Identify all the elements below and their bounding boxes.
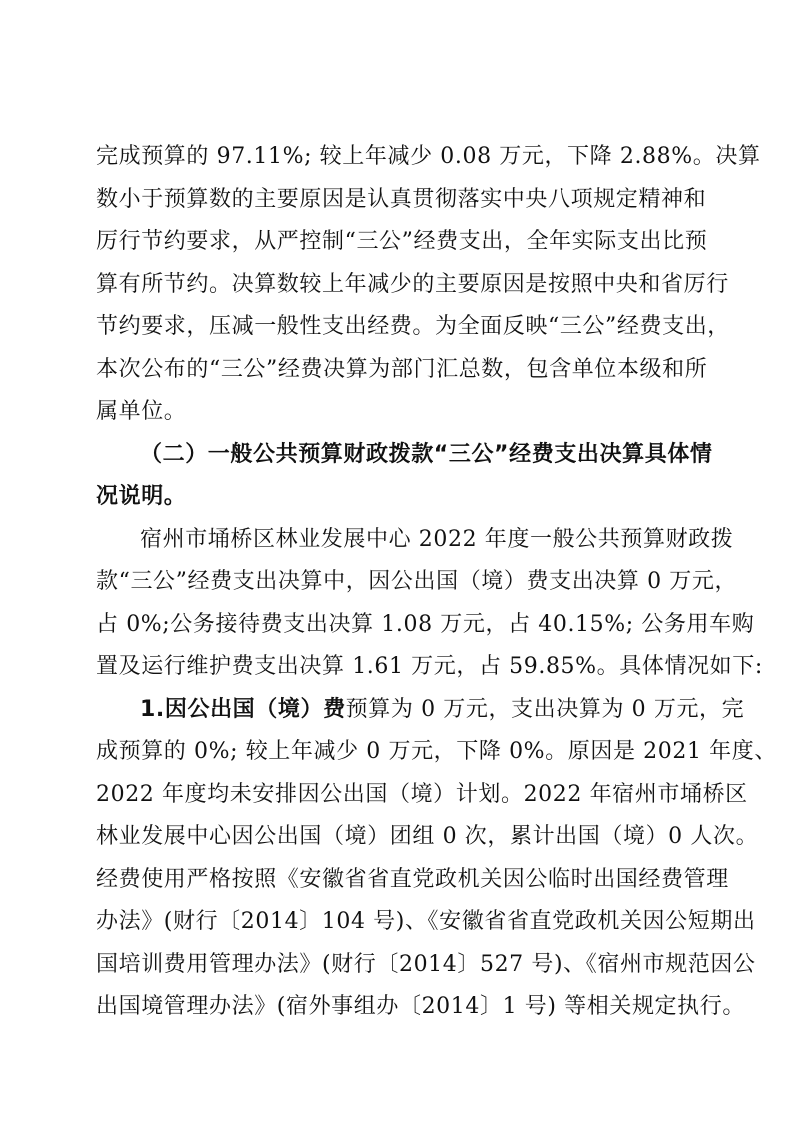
paragraph-3-line-6: 办法》(财行〔2014〕104 号)、《安徽省省直党政机关因公短期出 [96,909,756,934]
paragraph-3-line-1 [140,695,745,725]
paragraph-1-line-2: 数小于预算数的主要原因是认真贯彻落实中央八项规定精神和 [96,187,707,212]
paragraph-3-line-4: 林业发展中心因公出国（境）团组 0 次，累计出国（境）0 人次。 [96,824,759,849]
section-heading-line-1: （二）一般公共预算财政拨款“三公”经费支出决算具体情 [140,442,713,467]
paragraph-2-line-2: 款“三公”经费支出决算中，因公出国（境）费支出决算 0 万元， [96,569,738,594]
paragraph-1-line-6: 本次公布的“三公”经费决算为部门汇总数，包含单位本级和所 [96,357,708,382]
item-1-title: 1.因公出国（境）费 [140,697,346,722]
paragraph-1-line-1: 完成预算的 97.11%; 较上年减少 0.08 万元，下降 2.88%。决算 [96,144,761,169]
paragraph-3-line-5: 经费使用严格按照《安徽省省直党政机关因公临时出国经费管理 [96,867,729,892]
item-1-lead-text: 预算为 0 万元，支出决算为 0 万元，完 [345,697,745,722]
paragraph-1-line-3: 厉行节约要求，从严控制“三公”经费支出，全年实际支出比预 [96,229,708,254]
paragraph-1-line-4: 算有所节约。决算数较上年减少的主要原因是按照中央和省厉行 [96,272,729,297]
paragraph-2-line-1: 宿州市埇桥区林业发展中心 2022 年度一般公共预算财政拨 [140,527,734,552]
paragraph-1-line-7: 属单位。 [96,399,187,424]
section-heading-line-2: 况说明。 [96,484,187,509]
paragraph-3-line-8: 出国境管理办法》(宿外事组办〔2014〕1 号) 等相关规定执行。 [96,994,745,1019]
paragraph-3-line-3: 2022 年度均未安排因公出国（境）计划。2022 年宿州市埇桥区 [96,782,748,807]
paragraph-2-line-4: 置及运行维护费支出决算 1.61 万元，占 59.85%。具体情况如下: [96,654,763,679]
paragraph-2-line-3: 占 0%;公务接待费支出决算 1.08 万元，占 40.15%; 公务用车购 [96,612,755,637]
paragraph-3-line-2: 成预算的 0%; 较上年减少 0 万元，下降 0%。原因是 2021 年度、 [96,739,777,764]
paragraph-1-line-5: 节约要求，压减一般性支出经费。为全面反映“三公”经费支出， [96,314,730,339]
paragraph-3-line-7: 国培训费用管理办法》(财行〔2014〕527 号)、《宿州市规范因公 [96,952,756,977]
